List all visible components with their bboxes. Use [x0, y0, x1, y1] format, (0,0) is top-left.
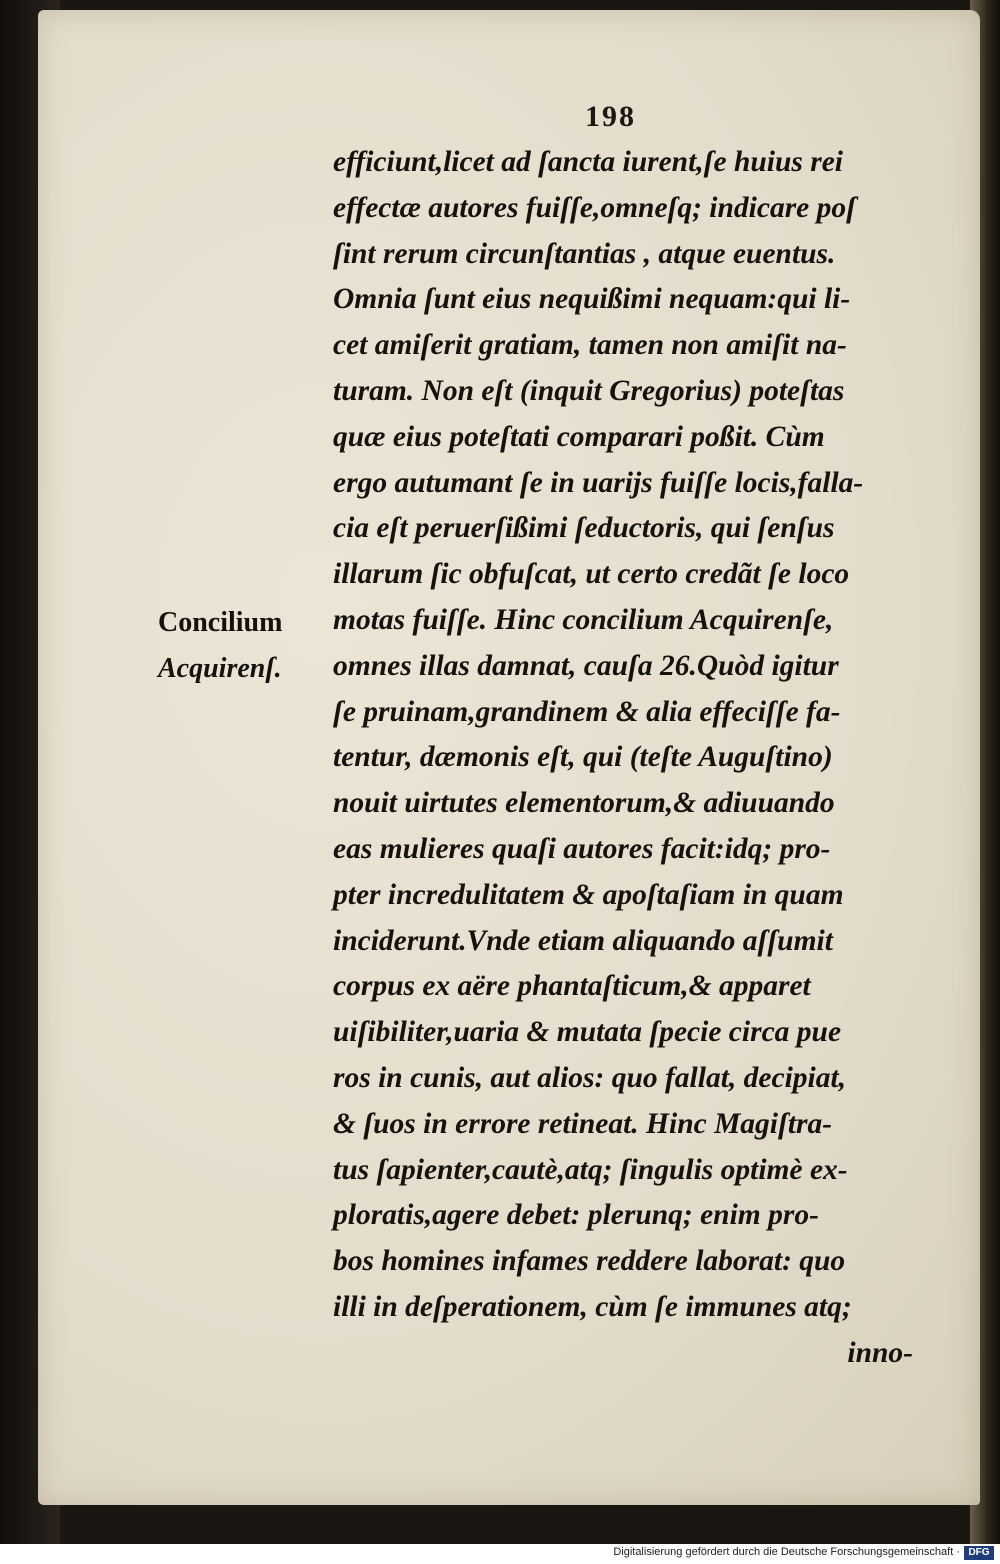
text-line: ſe pruinam,grandinem & alia effeciſſe fa-: [333, 695, 841, 728]
text-line: uiſibiliter,uaria & mutata ſpecie circa pue: [333, 1016, 842, 1049]
text-line: ros in cunis, aut alios: quo fallat, decipiat,: [333, 1061, 847, 1094]
text-line: inciderunt.Vnde etiam aliquando aſſumit: [333, 924, 833, 957]
page-number: 198: [585, 100, 636, 133]
text-line: omnes illas damnat, cauſa 26.Quòd igitur: [333, 649, 839, 682]
text-line: corpus ex aëre phantaſticum,& apparet: [333, 970, 811, 1003]
text-line: ergo autumant ſe in uarijs fuiſſe locis,falla-: [333, 466, 864, 499]
marginal-note-line: Acquirenſ.: [158, 653, 282, 684]
text-line: turam. Non eſt (inquit Gregorius) poteſtas: [333, 374, 845, 407]
text-line: effectæ autores fuiſſe,omneſq; indicare poſ: [333, 191, 856, 224]
text-line: Omnia ſunt eius nequißimi nequam:qui li-: [333, 283, 851, 316]
text-line: quæ eius poteſtati comparari poßit. Cùm: [333, 420, 825, 453]
text-line: tentur, dæmonis eſt, qui (teſte Auguſtino): [333, 741, 833, 774]
marginal-note: [158, 600, 328, 692]
text-line: tus ſapienter,cautè,atq; ſingulis optimè ex-: [333, 1153, 848, 1186]
catchword: inno-: [847, 1336, 913, 1369]
marginal-note-line: Concilium: [158, 607, 283, 638]
text-line: cet amiſerit gratiam, tamen non amiſit na-: [333, 329, 847, 362]
text-line: & ſuos in errore retineat. Hinc Magiſtra-: [333, 1107, 833, 1140]
text-line: cia eſt peruerſißimi ſeductoris, qui ſenſus: [333, 512, 835, 545]
text-line: efficiunt,licet ad ſancta iurent,ſe huius rei: [333, 146, 843, 178]
text-line: illi in deſperationem, cùm ſe immunes atq;: [333, 1290, 852, 1323]
text-line: ploratis,agere debet: plerunq; enim pro-: [333, 1199, 819, 1232]
text-line: motas fuiſſe. Hinc concilium Acquirenſe,: [333, 603, 834, 636]
text-line: pter incredulitatem & apoſtaſiam in quam: [333, 878, 844, 911]
main-text-block: [333, 140, 913, 1377]
dfg-logo: DFG: [964, 1546, 994, 1560]
text-line: bos homines infames reddere laborat: quo: [333, 1245, 846, 1278]
footer-credit: Digitalisierung gefördert durch die Deutsche Forschungsgemeinschaft ·: [613, 1546, 960, 1558]
text-line: ſint rerum circunſtantias , atque euentus.: [333, 237, 836, 270]
text-line: eas mulieres quaſi autores facit:idq; pro-: [333, 832, 831, 865]
text-line: illarum ſic obfuſcat, ut certo credãt ſe loco: [333, 558, 850, 591]
text-line: nouit uirtutes elementorum,& adiuuando: [333, 787, 835, 820]
